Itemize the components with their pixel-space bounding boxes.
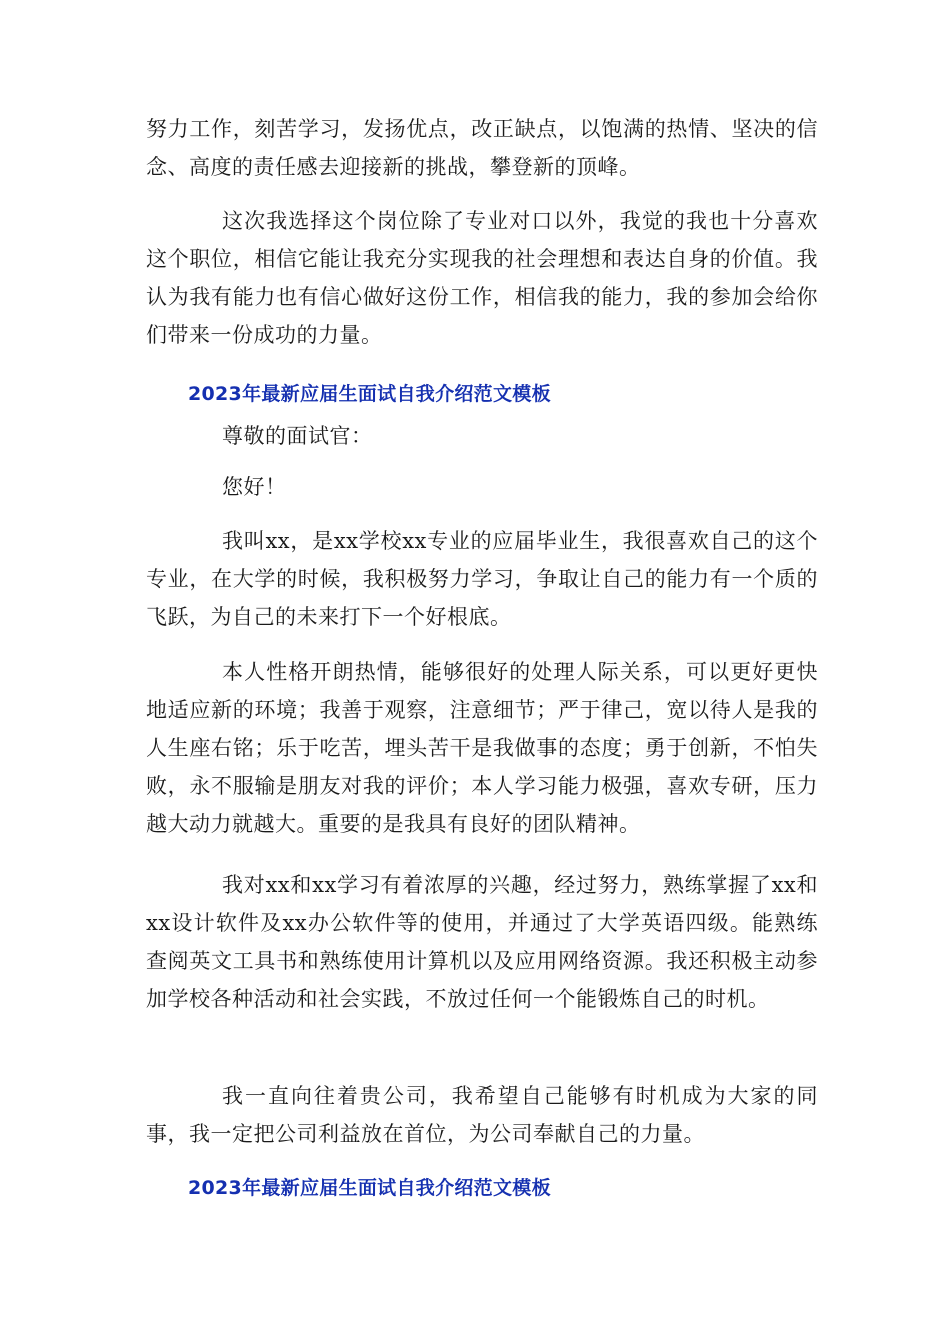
section-heading: 2023年最新应届生面试自我介绍范文模板 [188,383,551,405]
paragraph-continuation: 努力工作，刻苦学习，发扬优点，改正缺点，以饱满的热情、坚决的信念、高度的责任感去迎接新的挑战，攀登新的顶峰。 [146,117,818,179]
paragraph-aspiration: 我一直向往着贵公司，我希望自己能够有时机成为大家的同事，我一定把公司利益放在首位，为公司奉献自己的力量。 [146,1084,818,1146]
paragraph-job-choice: 这次我选择这个岗位除了专业对口以外，我觉的我也十分喜欢这个职位，相信它能让我充分实现我的社会理想和表达自身的价值。我认为我有能力也有信心做好这份工作，相信我的能力，我的参加会给你们带来一份成功的力量。 [146,209,818,347]
greeting: 您好！ [222,475,287,499]
paragraph-personality: 本人性格开朗热情，能够很好的处理人际关系，可以更好更快地适应新的环境；我善于观察，注意细节；严于律己，宽以待人是我的人生座右铭；乐于吃苦，埋头苦干是我做事的态度；勇于创新，不怕失败，永不服输是朋友对我的评价；本人学习能力极强，喜欢专研，压力越大动力就越大。重要的是我具有良好的团队精神。 [146,660,818,836]
paragraph-introduction: 我叫xx，是xx学校xx专业的应届毕业生，我很喜欢自己的这个专业，在大学的时候，我积极努力学习，争取让自己的能力有一个质的飞跃，为自己的未来打下一个好根底。 [146,529,818,629]
section-heading-repeat: 2023年最新应届生面试自我介绍范文模板 [188,1177,551,1199]
paragraph-skills: 我对xx和xx学习有着浓厚的兴趣，经过努力，熟练掌握了xx和xx设计软件及xx办公软件等的使用，并通过了大学英语四级。能熟练查阅英文工具书和熟练使用计算机以及应用网络资源。我还积极主动参加学校各种活动和社会实践，不放过任何一个能锻炼自己的时机。 [146,873,818,1011]
salutation: 尊敬的面试官： [222,424,373,448]
